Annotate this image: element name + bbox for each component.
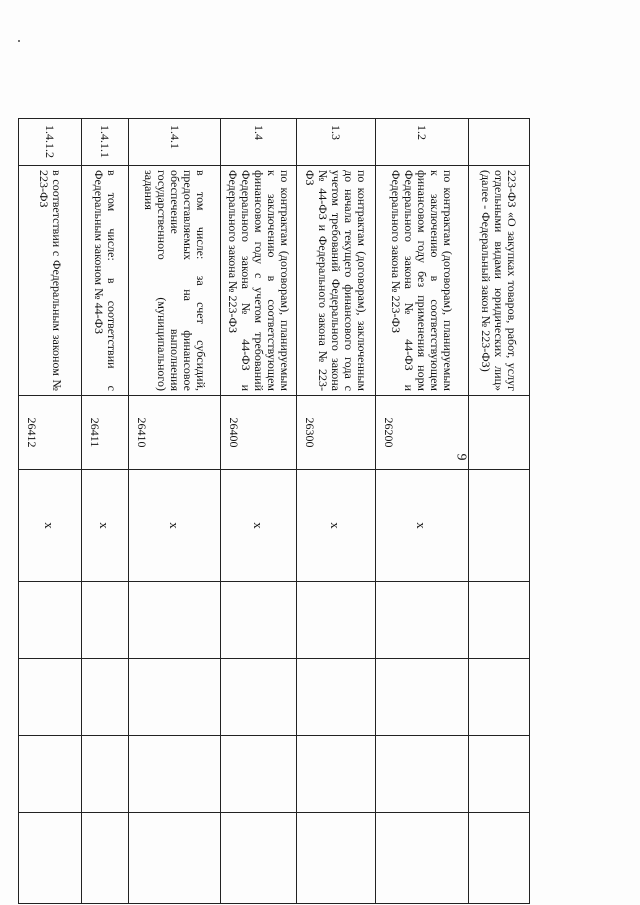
data-table [18,118,530,904]
empty-cell [82,813,129,904]
row-number: 1.4.1.2 [19,119,82,166]
row-mark: x [297,470,376,582]
table-row [129,119,221,904]
empty-cell [297,659,376,736]
row-code: 26411 [82,396,129,470]
empty-cell [82,582,129,659]
empty-cell [297,582,376,659]
row-code: 26410 [129,396,221,470]
row-number: 1.4 [221,119,297,166]
row-mark: x [376,470,469,582]
row-number [469,119,530,166]
row-mark [469,470,530,582]
row-number: 1.4.1.1 [82,119,129,166]
table-row [376,119,469,904]
empty-cell [376,582,469,659]
empty-cell [376,659,469,736]
empty-cell [469,813,530,904]
empty-cell [297,813,376,904]
row-code: 26412 [19,396,82,470]
empty-cell [129,813,221,904]
row-code: 26300 [297,396,376,470]
empty-cell [129,659,221,736]
empty-cell [221,813,297,904]
row-description: по контрактам (договорам), заключенным до начала текущего финансового года с учетом требований Федерального закона № 44-ФЗ и Федерального закона № 223-ФЗ [297,166,376,396]
table-row [82,119,129,904]
empty-cell [19,736,82,813]
empty-cell [221,736,297,813]
row-mark: x [82,470,129,582]
empty-cell [469,736,530,813]
empty-cell [19,659,82,736]
row-mark: x [19,470,82,582]
row-number: 1.2 [376,119,469,166]
empty-cell [129,736,221,813]
empty-cell [221,659,297,736]
row-number: 1.4.1 [129,119,221,166]
rotated-table-container [25,118,530,903]
empty-cell [82,736,129,813]
page-number: 9 [453,453,469,461]
scan-speck [18,40,20,42]
empty-cell [376,736,469,813]
empty-cell [297,736,376,813]
table-row [221,119,297,904]
row-number: 1.3 [297,119,376,166]
row-description: в соответствии с Федеральным законом № 223-ФЗ [19,166,82,396]
row-description: в том числе: в соответствии с Федеральным законом № 44-ФЗ [82,166,129,396]
empty-cell [82,659,129,736]
row-description: по контрактам (договорам), планируемым к заключению в соответствующем финансовом году с учетом требований Федерального закона № 44-ФЗ и Федерального закона № 223-ФЗ [221,166,297,396]
empty-cell [376,813,469,904]
table-row [297,119,376,904]
row-code: 26400 [221,396,297,470]
empty-cell [221,582,297,659]
row-mark: x [129,470,221,582]
empty-cell [469,582,530,659]
table-row [19,119,82,904]
row-description: 223-ФЗ «О закупках товаров, работ, услуг отдельными видами юридических лиц» (далее - Федеральный закон № 223-ФЗ) [469,166,530,396]
empty-cell [19,813,82,904]
row-code [469,396,530,470]
empty-cell [129,582,221,659]
empty-cell [19,582,82,659]
row-mark: x [221,470,297,582]
empty-cell [469,659,530,736]
row-description: в том числе: за счет субсидий, предоставляемых на финансовое обеспечение выполнения государственного (муниципального) задания [129,166,221,396]
table-row [469,119,530,904]
row-code: 26200 [376,396,469,470]
row-description: по контрактам (договорам), планируемым к заключению в соответствующем финансовом году без применения норм Федерального закона № 44-ФЗ и Федерального закона № 223-ФЗ [376,166,469,396]
